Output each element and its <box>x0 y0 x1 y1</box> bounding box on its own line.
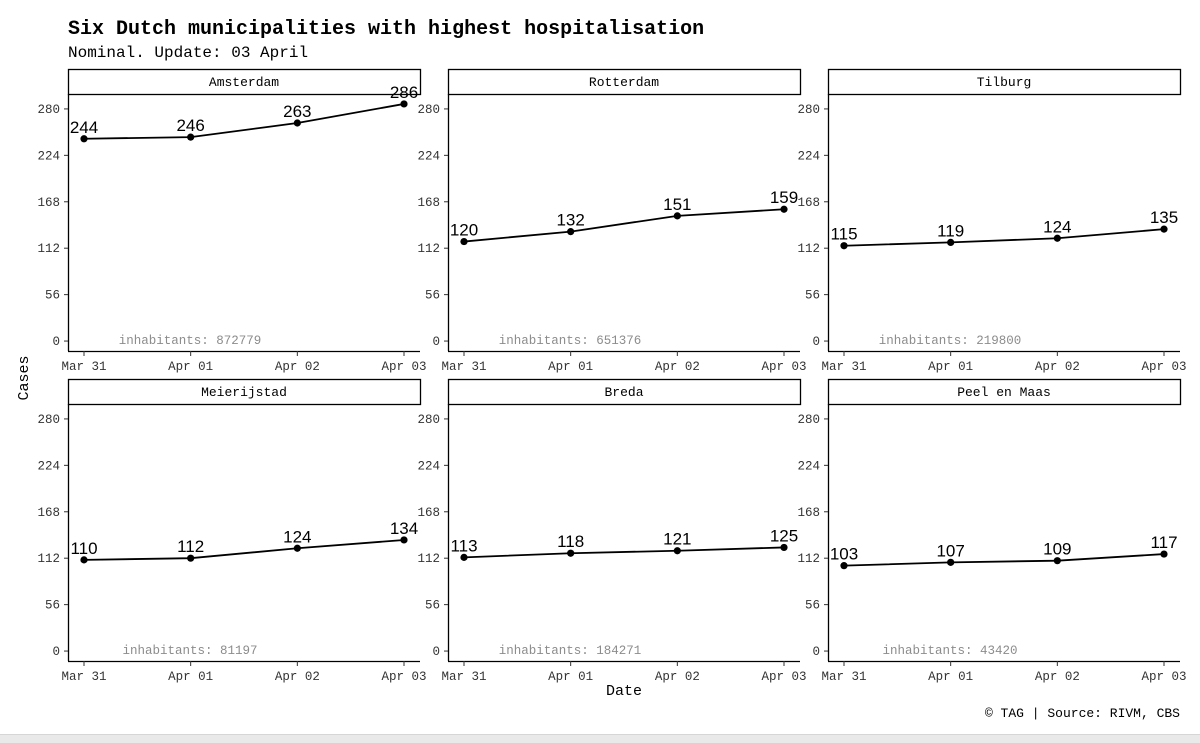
data-label: 103 <box>829 544 859 564</box>
data-label: 124 <box>1043 217 1072 237</box>
data-label: 120 <box>449 220 479 240</box>
x-tick-label: Apr 03 <box>381 360 427 374</box>
data-label: 286 <box>389 82 419 102</box>
y-tick-label: 224 <box>37 149 60 164</box>
y-tick-label: 224 <box>797 459 820 474</box>
x-tick-label: Mar 31 <box>441 670 487 684</box>
y-tick-label: 280 <box>797 412 820 427</box>
x-axis-title: Date <box>605 683 643 700</box>
y-tick-label: 0 <box>52 335 60 350</box>
data-label: 246 <box>176 116 205 136</box>
y-tick-label: 56 <box>424 598 440 613</box>
y-tick-label: 112 <box>417 242 440 257</box>
series-line <box>844 554 1164 566</box>
y-tick-label: 0 <box>432 335 440 350</box>
x-tick-label: Apr 01 <box>928 360 974 374</box>
x-tick-label: Apr 02 <box>1034 360 1080 374</box>
y-tick-label: 224 <box>37 459 60 474</box>
facet-panel-rotterdam <box>417 70 806 375</box>
y-tick-label: 56 <box>44 288 60 303</box>
facet-panel-tilburg <box>797 70 1186 375</box>
facet-panel-breda <box>417 380 806 685</box>
x-tick-label: Apr 03 <box>1141 360 1187 374</box>
y-tick-label: 168 <box>797 505 820 520</box>
facet-strip-label: Rotterdam <box>588 75 660 90</box>
facet-strip-label: Tilburg <box>976 75 1032 90</box>
data-label: 115 <box>830 224 858 244</box>
data-label: 107 <box>936 541 965 561</box>
facet-panel-meierijstad <box>37 380 426 685</box>
y-tick-label: 168 <box>417 505 440 520</box>
x-tick-label: Apr 01 <box>548 670 594 684</box>
y-tick-label: 0 <box>812 645 820 660</box>
inhabitants-annotation: inhabitants: 43420 <box>882 644 1018 658</box>
x-tick-label: Mar 31 <box>61 360 107 374</box>
chart-caption: © TAG | Source: RIVM, CBS <box>984 706 1180 721</box>
facet-strip-label: Amsterdam <box>208 75 280 90</box>
y-tick-label: 56 <box>44 598 60 613</box>
inhabitants-annotation: inhabitants: 872779 <box>118 334 262 348</box>
facet-panel-amsterdam <box>37 70 426 375</box>
y-tick-label: 112 <box>37 552 60 567</box>
inhabitants-annotation: inhabitants: 651376 <box>498 334 642 348</box>
y-tick-label: 168 <box>797 195 820 210</box>
data-label: 119 <box>937 221 965 241</box>
data-label: 151 <box>663 194 692 214</box>
x-tick-label: Apr 01 <box>928 670 974 684</box>
x-tick-label: Apr 01 <box>168 360 214 374</box>
data-label: 244 <box>69 117 99 137</box>
data-label: 159 <box>769 188 799 208</box>
x-tick-label: Mar 31 <box>821 670 867 684</box>
data-label: 135 <box>1149 208 1179 228</box>
x-tick-label: Apr 02 <box>654 360 700 374</box>
series-line <box>464 547 784 557</box>
data-label: 113 <box>450 536 478 556</box>
y-tick-label: 224 <box>417 459 440 474</box>
x-tick-label: Apr 03 <box>761 670 807 684</box>
y-tick-label: 280 <box>37 412 60 427</box>
data-label: 109 <box>1043 539 1072 559</box>
facet-panels <box>37 70 1186 685</box>
chart-title: Six Dutch municipalities with highest hospitalisation <box>68 18 705 41</box>
y-tick-label: 56 <box>804 598 820 613</box>
y-tick-label: 280 <box>797 102 820 117</box>
series-line <box>84 104 404 139</box>
x-tick-label: Apr 03 <box>1141 670 1187 684</box>
y-tick-label: 280 <box>417 102 440 117</box>
x-tick-label: Mar 31 <box>61 670 107 684</box>
data-label: 117 <box>1150 533 1178 553</box>
facet-panel-peel-en-maas <box>797 380 1186 685</box>
series-line <box>464 209 784 241</box>
y-tick-label: 224 <box>417 149 440 164</box>
x-tick-label: Apr 03 <box>761 360 807 374</box>
data-label: 124 <box>283 527 312 547</box>
chart-subtitle: Nominal. Update: 03 April <box>68 44 309 62</box>
x-tick-label: Apr 01 <box>548 360 594 374</box>
x-tick-label: Mar 31 <box>821 360 867 374</box>
x-tick-label: Apr 02 <box>654 670 700 684</box>
series-line <box>84 540 404 560</box>
series-line <box>844 229 1164 246</box>
data-label: 121 <box>663 529 692 549</box>
inhabitants-annotation: inhabitants: 184271 <box>498 644 642 658</box>
y-tick-label: 280 <box>37 102 60 117</box>
x-tick-label: Mar 31 <box>441 360 487 374</box>
facet-strip-label: Meierijstad <box>201 385 287 400</box>
y-tick-label: 224 <box>797 149 820 164</box>
facet-strip-label: Breda <box>604 385 644 400</box>
y-tick-label: 0 <box>812 335 820 350</box>
data-label: 118 <box>557 532 585 552</box>
y-tick-label: 56 <box>424 288 440 303</box>
y-tick-label: 112 <box>37 242 60 257</box>
y-tick-label: 0 <box>432 645 440 660</box>
y-tick-label: 112 <box>797 552 820 567</box>
y-tick-label: 168 <box>417 195 440 210</box>
y-tick-label: 280 <box>417 412 440 427</box>
inhabitants-annotation: inhabitants: 219800 <box>878 334 1022 348</box>
window-bottom-edge <box>0 734 1200 743</box>
x-tick-label: Apr 02 <box>274 670 320 684</box>
facet-strip-label: Peel en Maas <box>957 385 1051 400</box>
y-tick-label: 112 <box>797 242 820 257</box>
data-label: 112 <box>177 537 205 557</box>
data-label: 134 <box>389 518 419 538</box>
data-label: 132 <box>556 210 585 230</box>
y-tick-label: 168 <box>37 195 60 210</box>
y-tick-label: 112 <box>417 552 440 567</box>
data-label: 125 <box>769 526 799 546</box>
y-tick-label: 168 <box>37 505 60 520</box>
y-tick-label: 0 <box>52 645 60 660</box>
data-label: 263 <box>283 102 312 122</box>
x-tick-label: Apr 01 <box>168 670 214 684</box>
y-tick-label: 56 <box>804 288 820 303</box>
x-tick-label: Apr 02 <box>274 360 320 374</box>
x-tick-label: Apr 03 <box>381 670 427 684</box>
x-tick-label: Apr 02 <box>1034 670 1080 684</box>
y-axis-title: Cases <box>16 355 33 401</box>
inhabitants-annotation: inhabitants: 81197 <box>122 644 258 658</box>
data-label: 110 <box>70 538 98 558</box>
